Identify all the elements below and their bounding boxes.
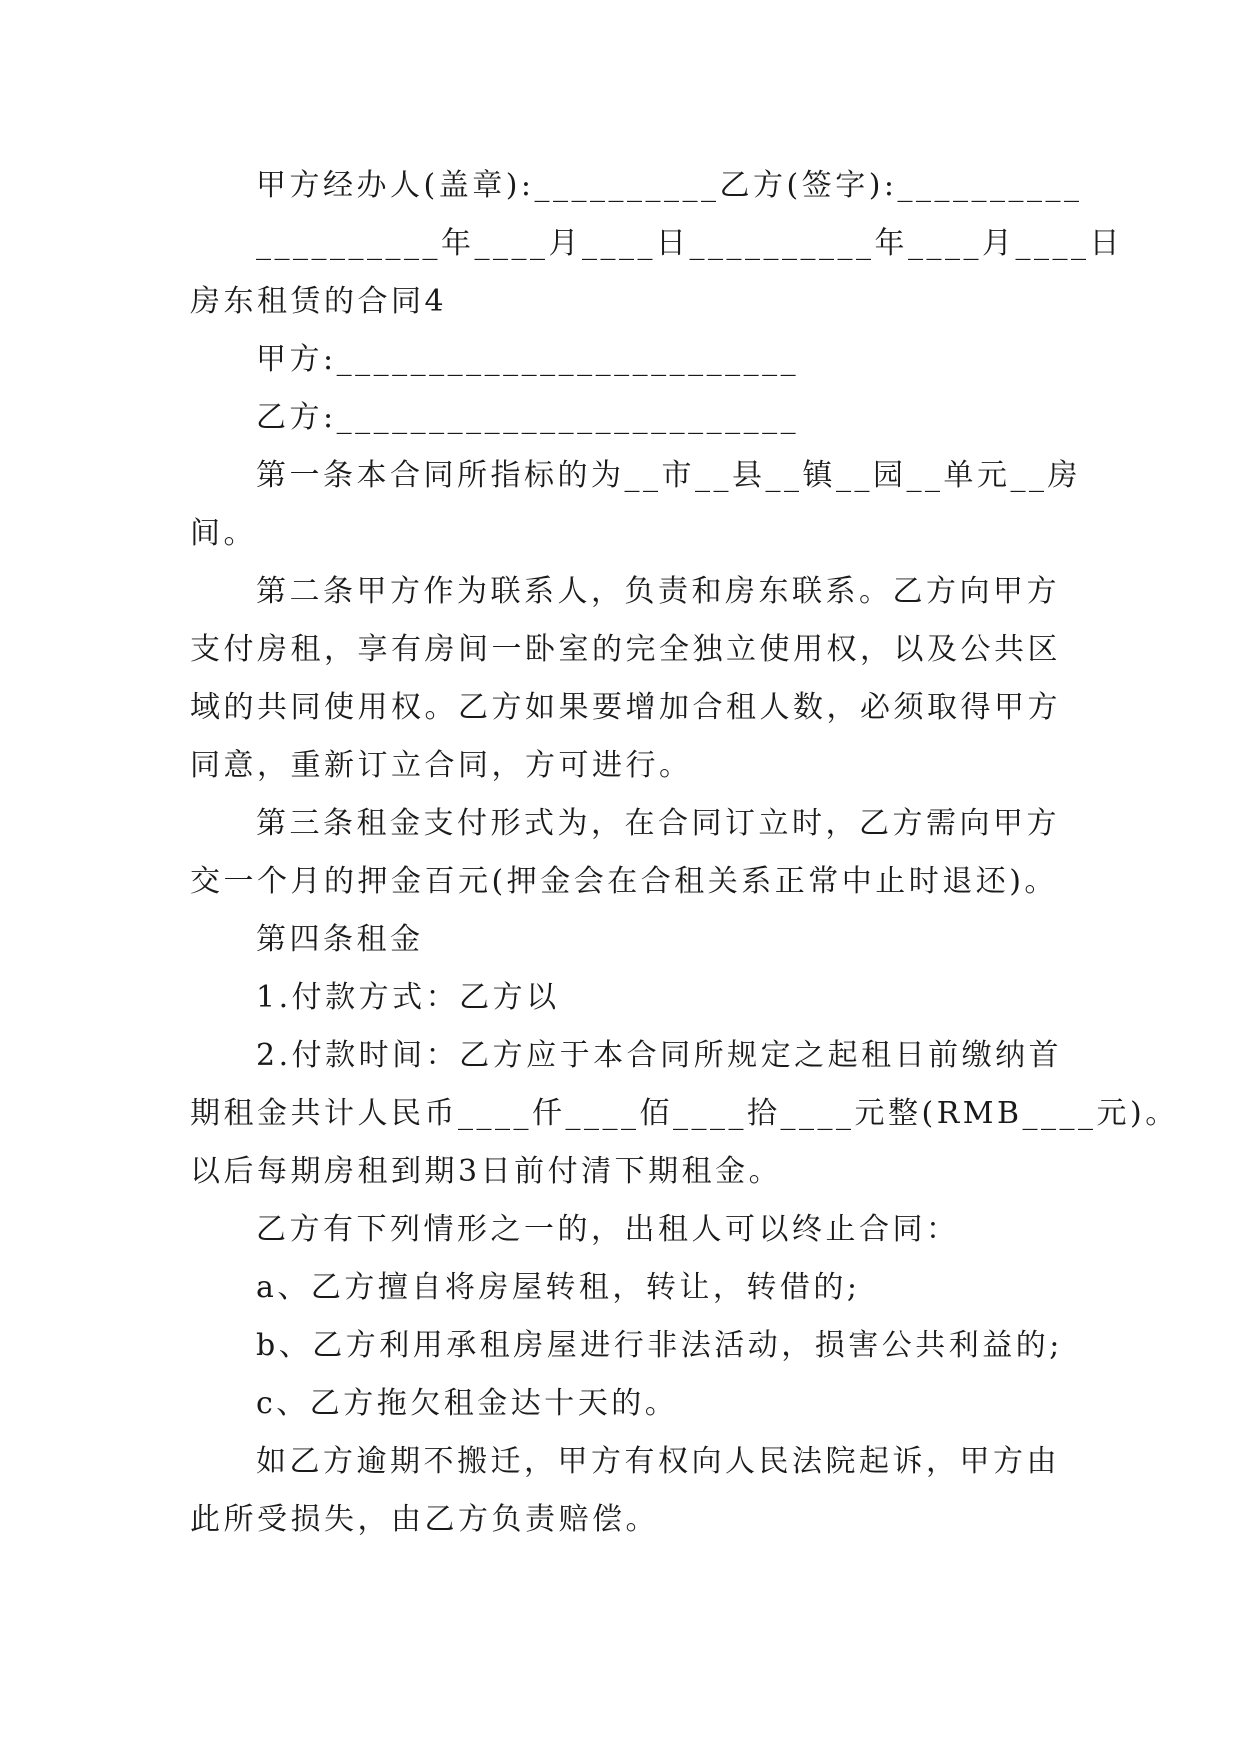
article-2-line-1: 第二条甲方作为联系人，负责和房东联系。乙方向甲方 [256,574,1060,609]
signature-line: 甲方经办人(盖章):__________乙方(签字):__________ [256,168,1083,203]
payment-time-line-2: 期租金共计人民币____仟____佰____拾____元整(RMB____元)。 [190,1096,1179,1131]
article-1-line-2: 间。 [190,516,257,551]
payment-method-line: 1.付款方式：乙方以 [256,980,560,1015]
article-4-heading: 第四条租金 [256,922,424,957]
termination-item-a: a、乙方擅自将房屋转租，转让，转借的; [256,1270,861,1305]
payment-time-line-3: 以后每期房租到期3日前付清下期租金。 [190,1154,783,1189]
overdue-clause-line-2: 此所受损失，由乙方负责赔偿。 [190,1502,659,1537]
article-1-line-1: 第一条本合同所指标的为__市__县__镇__园__单元__房 [256,458,1081,493]
payment-time-line-1: 2.付款时间：乙方应于本合同所规定之起租日前缴纳首 [256,1038,1063,1073]
termination-item-c: c、乙方拖欠租金达十天的。 [256,1386,679,1421]
party-a-line: 甲方:_________________________ [256,342,800,377]
party-b-line: 乙方:_________________________ [256,400,800,435]
article-3-line-1: 第三条租金支付形式为，在合同订立时，乙方需向甲方 [256,806,1060,841]
date-line: __________年____月____日__________年____月____日 [256,226,1123,261]
contract-title: 房东租赁的合同4 [190,284,448,319]
article-3-line-2: 交一个月的押金百元(押金会在合租关系正常中止时退还)。 [190,864,1058,899]
article-2-line-4: 同意，重新订立合同，方可进行。 [190,748,693,783]
overdue-clause-line-1: 如乙方逾期不搬迁，甲方有权向人民法院起诉，甲方由 [256,1444,1060,1479]
article-2-line-3: 域的共同使用权。乙方如果要增加合租人数，必须取得甲方 [190,690,1061,725]
termination-intro: 乙方有下列情形之一的，出租人可以终止合同： [256,1212,960,1247]
termination-item-b: b、乙方利用承租房屋进行非法活动，损害公共利益的; [256,1328,1063,1363]
article-2-line-2: 支付房租，享有房间一卧室的完全独立使用权，以及公共区 [190,632,1061,667]
